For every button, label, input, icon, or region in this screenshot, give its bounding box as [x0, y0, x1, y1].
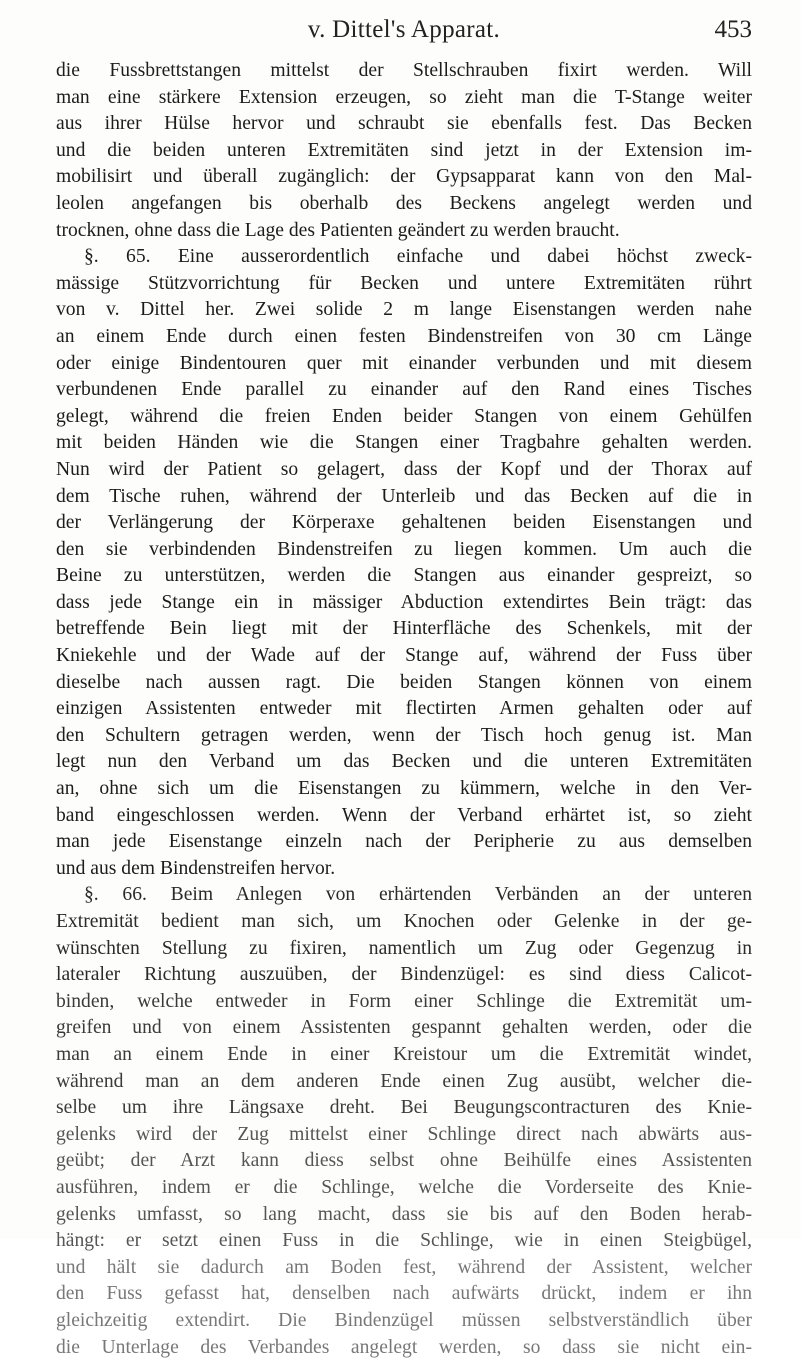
text-line: mit beiden Händen wie die Stangen einer Tragbahre gehalten werden. [56, 430, 752, 457]
text-line: leolen angefangen bis oberhalb des Beckens angelegt werden und [56, 191, 752, 218]
text-line: hängt: er setzt einen Fuss in die Schlinge, wie in einen Steigbügel, [56, 1228, 752, 1255]
text-line: §. 66. Beim Anlegen von erhärtenden Verbänden an der unteren [56, 882, 752, 909]
text-line: während man an dem anderen Ende einen Zug ausübt, welcher die- [56, 1069, 752, 1096]
text-line: trocknen, ohne dass die Lage des Patienten geändert zu werden braucht. [56, 218, 752, 245]
text-line: man eine stärkere Extension erzeugen, so zieht man die T-Stange weiter [56, 85, 752, 112]
text-line: ausführen, indem er die Schlinge, welche die Vorderseite des Knie- [56, 1175, 752, 1202]
text-line: und hält sie dadurch am Boden fest, während der Assistent, welcher [56, 1255, 752, 1282]
text-line: gelenks umfasst, so lang macht, dass sie bis auf den Boden herab- [56, 1202, 752, 1229]
text-line: greifen und von einem Assistenten gespannt gehalten werden, oder die [56, 1015, 752, 1042]
text-line: Beine zu unterstützen, werden die Stangen aus einander gespreizt, so [56, 563, 752, 590]
text-line: Kniekehle und der Wade auf der Stange auf, während der Fuss über [56, 643, 752, 670]
running-title: v. Dittel's Apparat. [56, 16, 752, 44]
text-line: man jede Eisenstange einzeln nach der Peripherie zu aus demselben [56, 829, 752, 856]
text-line: Nun wird der Patient so gelagert, dass der Kopf und der Thorax auf [56, 457, 752, 484]
text-line: mässige Stützvorrichtung für Becken und untere Extremitäten rührt [56, 271, 752, 298]
text-line: dass jede Stange ein in mässiger Abduction extendirtes Bein trägt: das [56, 590, 752, 617]
text-line: §. 65. Eine ausserordentlich einfache und dabei höchst zweck- [56, 244, 752, 271]
paragraph-section-66 [56, 882, 752, 1361]
page-number: 453 [715, 16, 753, 44]
text-line: binden, welche entweder in Form einer Schlinge die Extremität um- [56, 989, 752, 1016]
text-line: betreffende Bein liegt mit der Hinterfläche des Schenkels, mit der [56, 616, 752, 643]
text-line: die Fussbrettstangen mittelst der Stellschrauben fixirt werden. Will [56, 58, 752, 85]
text-line: der Verlängerung der Körperaxe gehaltenen beiden Eisenstangen und [56, 510, 752, 537]
text-line: mobilisirt und überall zugänglich: der Gypsapparat kann von den Mal- [56, 164, 752, 191]
running-head [56, 14, 752, 48]
paragraph-section-65 [56, 244, 752, 882]
text-line: gelegt, während die freien Enden beider Stangen von einem Gehülfen [56, 404, 752, 431]
text-line: band eingeschlossen werden. Wenn der Verband erhärtet ist, so zieht [56, 803, 752, 830]
text-line: lateraler Richtung auszuüben, der Bindenzügel: es sind diess Calicot- [56, 962, 752, 989]
text-line: geübt; der Arzt kann diess selbst ohne Beihülfe eines Assistenten [56, 1148, 752, 1175]
text-line: den Fuss gefasst hat, denselben nach aufwärts drückt, indem er ihn [56, 1281, 752, 1308]
text-line: dem Tische ruhen, während der Unterleib und das Becken auf die in [56, 484, 752, 511]
text-line: selbe um ihre Längsaxe dreht. Bei Beugungscontracturen des Knie- [56, 1095, 752, 1122]
text-line: man an einem Ende in einer Kreistour um die Extremität windet, [56, 1042, 752, 1069]
text-line: einzigen Assistenten entweder mit flectirten Armen gehalten oder auf [56, 696, 752, 723]
text-line: Extremität bedient man sich, um Knochen oder Gelenke in der ge- [56, 909, 752, 936]
text-line: legt nun den Verband um das Becken und die unteren Extremitäten [56, 749, 752, 776]
text-line: oder einige Bindentouren quer mit einander verbunden und mit diesem [56, 351, 752, 378]
text-line: und aus dem Bindenstreifen hervor. [56, 856, 752, 883]
text-line: von v. Dittel her. Zwei solide 2 m lange Eisenstangen werden nahe [56, 297, 752, 324]
text-line: verbundenen Ende parallel zu einander auf den Rand eines Tisches [56, 377, 752, 404]
text-line: den Schultern getragen werden, wenn der Tisch hoch genug ist. Man [56, 723, 752, 750]
text-line: den sie verbindenden Bindenstreifen zu liegen kommen. Um auch die [56, 537, 752, 564]
text-line: gelenks wird der Zug mittelst einer Schlinge direct nach abwärts aus- [56, 1122, 752, 1149]
text-line: aus ihrer Hülse hervor und schraubt sie ebenfalls fest. Das Becken [56, 111, 752, 138]
body-text [56, 58, 752, 1361]
paragraph [56, 58, 752, 244]
text-line: wünschten Stellung zu fixiren, namentlich um Zug oder Gegenzug in [56, 936, 752, 963]
text-line: dieselbe nach aussen ragt. Die beiden Stangen können von einem [56, 670, 752, 697]
text-line: an, ohne sich um die Eisenstangen zu kümmern, welche in den Ver- [56, 776, 752, 803]
text-line: an einem Ende durch einen festen Bindenstreifen von 30 cm Länge [56, 324, 752, 351]
text-line: und die beiden unteren Extremitäten sind jetzt in der Extension im- [56, 138, 752, 165]
text-line: die Unterlage des Verbandes angelegt werden, so dass sie nicht ein- [56, 1335, 752, 1361]
text-line: gleichzeitig extendirt. Die Bindenzügel müssen selbstverständlich über [56, 1308, 752, 1335]
